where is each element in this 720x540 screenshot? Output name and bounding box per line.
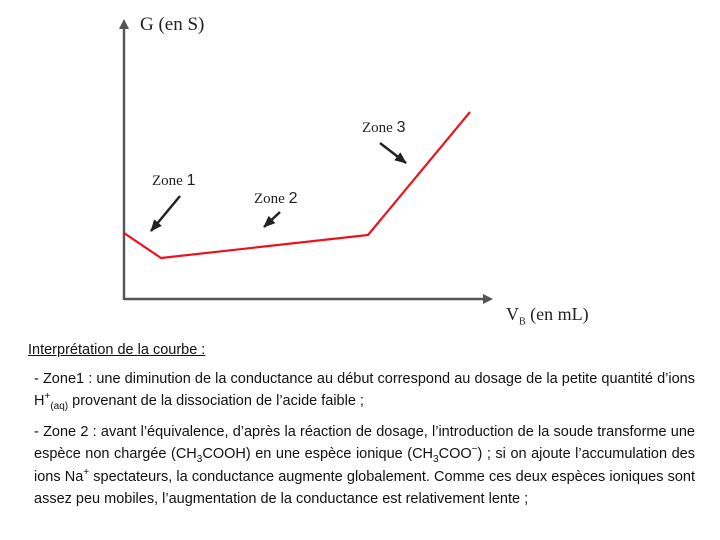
zone2-sub-3b: 3 (433, 453, 439, 465)
zone3-label (362, 119, 405, 137)
x-axis-label (506, 304, 589, 328)
zone2-label-number: 2 (288, 190, 298, 207)
zone2-text-part5: spectateurs, la conductance augmente globalement. Comme ces deux espèces ioniques sont assez peu mobiles, l’augmentation de la conductance est relativement lente ; (34, 468, 695, 507)
zone3-label-word: Zone (362, 120, 393, 136)
zone1-arrow (151, 196, 180, 231)
y-axis-label: G (en S) (140, 14, 205, 35)
x-axis-label-sub: B (519, 316, 526, 328)
zone2-sub-3a: 3 (196, 453, 203, 465)
zone1-text-part2: provenant de la dissociation de l’acide faible ; (68, 393, 364, 409)
zone2-text-part2: COOH) en une espèce ionique (CH (202, 446, 434, 462)
zone2-arrow (264, 212, 280, 227)
zone1-paragraph (34, 368, 695, 413)
zone2-text-part3: COO (438, 446, 472, 462)
zone2-title: Zone 2 (43, 423, 89, 440)
zone1-label (152, 172, 195, 190)
zone1-label-word: Zone (152, 173, 183, 189)
zone2-label (254, 190, 297, 208)
zone1-sub-aq: (aq) (50, 400, 69, 412)
zone3-arrow (380, 143, 406, 163)
zone2-label-word: Zone (254, 191, 285, 207)
zone1-text-part1: : une diminution de la conductance au début correspond au dosage de la petite quantité d’ions H (34, 370, 695, 409)
zone2-text-part1: : avant l’équivalence, d’après la réaction de dosage, l’introduction de la soude transforme une espèce non chargée (CH (34, 423, 695, 462)
x-axis-label-suffix: (en mL) (525, 304, 589, 324)
zone1-title: Zone1 (42, 370, 85, 387)
interpretation-text (28, 339, 695, 511)
x-axis-label-prefix: V (506, 304, 519, 324)
zone3-label-number: 3 (396, 119, 406, 136)
zone1-sup-plus: + (44, 391, 51, 403)
zone2-sup-minus: − (471, 444, 478, 456)
zone2-paragraph (34, 421, 695, 511)
zone2-text-part4: ) ; si on ajoute l’accumulation des ions Na (34, 446, 695, 485)
zone2-sup-plus: + (83, 466, 90, 478)
interpretation-heading: Interprétation de la courbe : (28, 342, 206, 358)
zone1-label-number: 1 (186, 172, 196, 189)
zone1-dash: - (34, 370, 43, 387)
zone2-dash: - (34, 423, 44, 440)
